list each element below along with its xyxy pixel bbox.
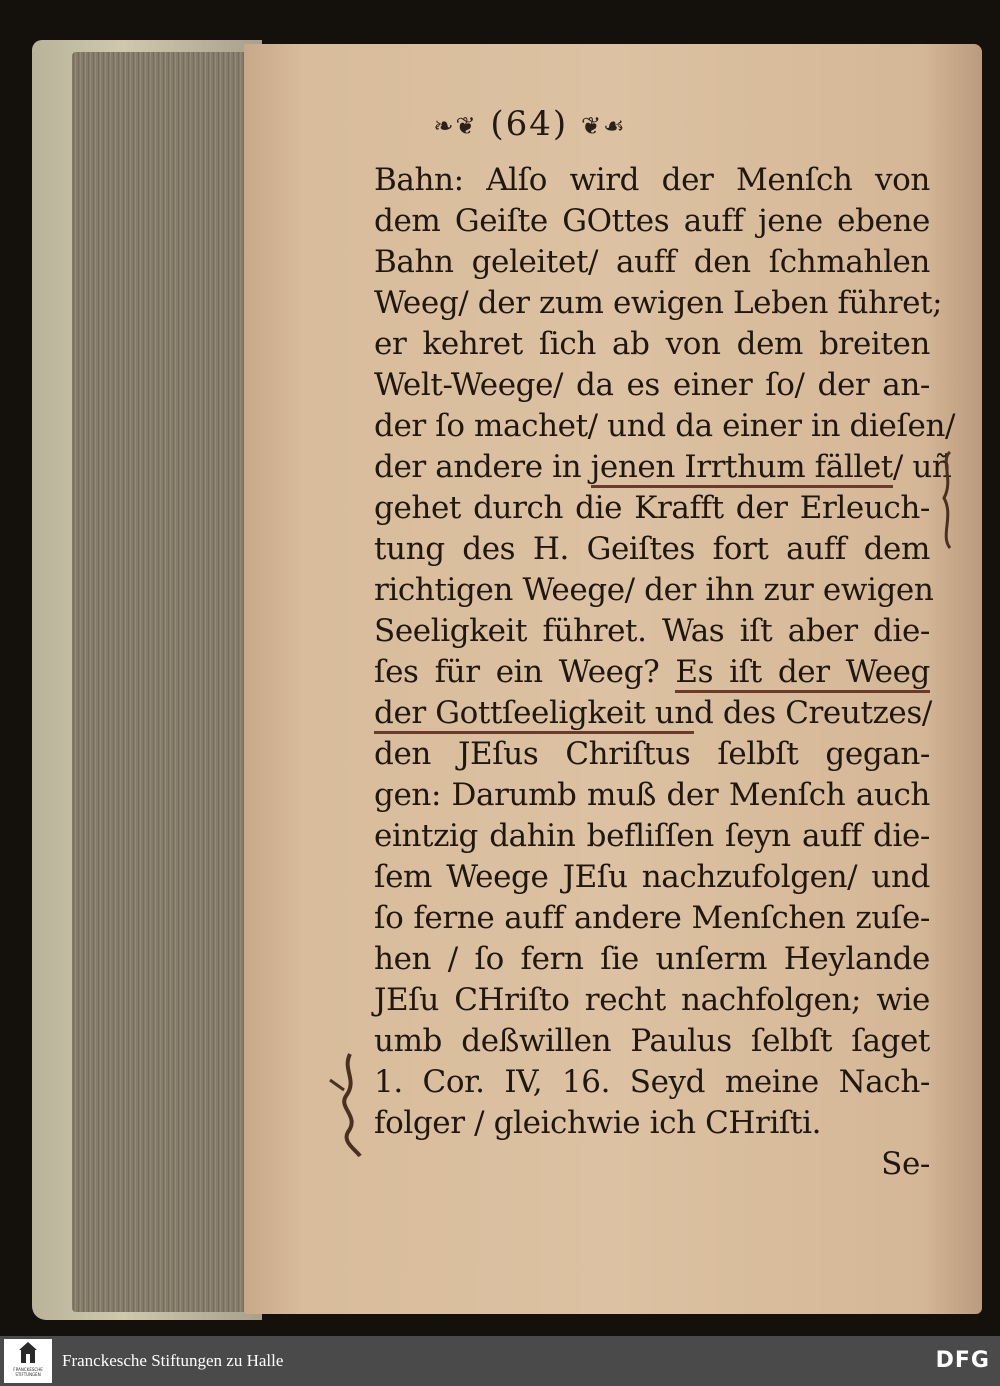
margin-annotation-icon xyxy=(320,1050,380,1160)
text-line: tung des H. Geiſtes fort auff dem xyxy=(374,531,930,567)
underlined-phrase: der Gottſeeligkeit un xyxy=(374,695,694,734)
text-line: Welt-Weege/ da es einer ſo/ der an- xyxy=(374,367,930,403)
page-edges xyxy=(72,52,252,1312)
page-text xyxy=(374,160,956,1185)
institution-logo[interactable] xyxy=(4,1339,52,1383)
margin-bracket-icon xyxy=(936,450,958,550)
text-line: hen / ſo fern ſie unſerm Heylande xyxy=(374,941,930,977)
text-line-underlined: ſes für ein Weeg? Es iſt der Weeg xyxy=(374,652,930,693)
page-number: (64) xyxy=(490,104,569,144)
left-ornament-icon: ❧❦ xyxy=(433,112,478,140)
footer-bar xyxy=(0,1336,1000,1386)
text-line-underlined: der andere in jenen Irrthum fället/ uñ xyxy=(374,447,930,488)
text-line: gen: Darumb muß der Menſch auch xyxy=(374,777,930,813)
text-line: der ſo machet/ und da einer in dieſen/ xyxy=(374,408,956,444)
building-icon xyxy=(4,1339,52,1367)
dfg-logo[interactable]: DFG xyxy=(935,1348,990,1373)
text-line: Weeg/ der zum ewigen Leben führet; xyxy=(374,285,943,321)
text-line: Bahn geleitet/ auff den ſchmahlen xyxy=(374,244,930,280)
text-line-underlined: der Gottſeeligkeit und des Creutzes/ xyxy=(374,693,930,734)
text-line: ſo ferne auff andere Menſchen zuſe- xyxy=(374,900,930,936)
logo-text: FRANCKESCHE STIFTUNGEN xyxy=(13,1367,43,1377)
text-line: umb deßwillen Paulus ſelbſt ſaget xyxy=(374,1023,930,1059)
text-line: er kehret ſich ab von dem breiten xyxy=(374,326,930,362)
catchword: Se- xyxy=(881,1146,930,1182)
underlined-phrase: Es iſt der Weeg xyxy=(675,654,930,693)
text-line: Seeligkeit führet. Was iſt aber die- xyxy=(374,613,930,649)
text-line: eintzig dahin befliſſen ſeyn auff die- xyxy=(374,818,930,854)
text-line: den JEſus Chriſtus ſelbſt gegan- xyxy=(374,736,930,772)
text-line: JEſu CHriſto recht nachfolgen; wie xyxy=(374,982,930,1018)
right-ornament-icon: ❦☙ xyxy=(581,112,627,140)
underlined-phrase: jenen Irrthum fället xyxy=(591,449,893,488)
text-line: ſem Weege JEſu nachzufolgen/ und xyxy=(374,859,930,895)
text-line: richtigen Weege/ der ihn zur ewigen xyxy=(374,572,934,608)
text-line: Bahn: Alſo wird der Menſch von xyxy=(374,162,930,198)
text-line: gehet durch die Krafft der Erleuch- xyxy=(374,490,930,526)
text-line: dem Geiſte GOttes auff jene ebene xyxy=(374,203,930,239)
institution-name: Franckesche Stiftungen zu Halle xyxy=(62,1351,284,1370)
page-number-header xyxy=(300,104,760,144)
text-line: 1. Cor. IV, 16. Seyd meine Nach- xyxy=(374,1064,930,1100)
text-line: folger / gleichwie ich CHriſti. xyxy=(374,1105,822,1141)
